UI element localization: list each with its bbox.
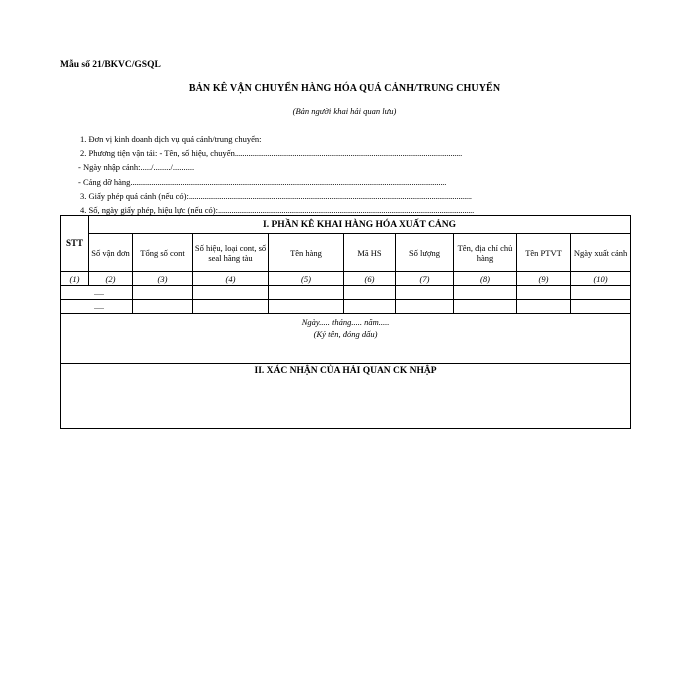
col-number: (5) bbox=[269, 272, 344, 286]
section1-title: I. PHẦN KÊ KHAI HÀNG HÓA XUẤT CẢNG bbox=[89, 216, 631, 234]
col-header-bill-of-lading: Số vận đơn bbox=[89, 234, 133, 272]
info-line-vehicle bbox=[80, 146, 629, 160]
empty-cell bbox=[133, 300, 193, 314]
stt-header: STT bbox=[61, 216, 89, 272]
column-header-row bbox=[61, 234, 631, 272]
row-placeholder: ..... bbox=[61, 300, 133, 314]
col-header-exit-date: Ngày xuất cảnh bbox=[571, 234, 631, 272]
column-number-row bbox=[61, 272, 631, 286]
col-number: (8) bbox=[454, 272, 517, 286]
col-number: (3) bbox=[133, 272, 193, 286]
col-number: (6) bbox=[344, 272, 396, 286]
info-label: 3. Giấy phép quá cảnh (nếu có): bbox=[80, 190, 189, 201]
empty-cell bbox=[571, 286, 631, 300]
empty-cell bbox=[193, 300, 269, 314]
form-code: Mẫu số 21/BKVC/GSQL bbox=[60, 60, 161, 70]
col-header-goods-name: Tên hàng bbox=[269, 234, 344, 272]
signature-line: (Ký tên, đóng dấu) bbox=[313, 329, 378, 339]
info-dots: ................................................................................................................................................... bbox=[188, 190, 472, 201]
col-number: (10) bbox=[571, 272, 631, 286]
col-header-total-containers: Tổng số cont bbox=[133, 234, 193, 272]
row-placeholder: ..... bbox=[61, 286, 133, 300]
col-number: (1) bbox=[61, 272, 89, 286]
info-line-unloading-port bbox=[78, 175, 629, 189]
document-title: BẢN KÊ VẬN CHUYỂN HÀNG HÓA QUÁ CẢNH/TRUNG CHUYỂN bbox=[188, 83, 501, 94]
col-number: (2) bbox=[89, 272, 133, 286]
section2-title: II. XÁC NHẬN CỦA HẢI QUAN CK NHẬP bbox=[61, 364, 631, 429]
document-subtitle: (Bản người khai hải quan lưu) bbox=[292, 106, 397, 116]
col-header-owner: Tên, địa chỉ chủ hàng bbox=[454, 234, 517, 272]
empty-cell bbox=[344, 286, 396, 300]
col-number: (9) bbox=[517, 272, 571, 286]
empty-cell bbox=[571, 300, 631, 314]
empty-cell bbox=[344, 300, 396, 314]
empty-cell bbox=[269, 300, 344, 314]
empty-cell bbox=[193, 286, 269, 300]
date-line: Ngày..... tháng..... năm..... bbox=[301, 317, 390, 327]
table-row bbox=[61, 300, 631, 314]
info-dots: ...................................................................................................................... bbox=[234, 148, 462, 159]
table-row bbox=[61, 286, 631, 300]
col-header-vehicle-name: Tên PTVT bbox=[517, 234, 571, 272]
empty-cell bbox=[133, 286, 193, 300]
col-header-hs-code: Mã HS bbox=[344, 234, 396, 272]
info-label: - Ngày nhập cảnh:...../......../.......... bbox=[78, 162, 195, 173]
transit-goods-table bbox=[60, 215, 631, 429]
col-number: (4) bbox=[193, 272, 269, 286]
info-label: 1. Đơn vị kinh doanh dịch vụ quá cảnh/trung chuyển: bbox=[80, 134, 262, 144]
empty-cell bbox=[517, 286, 571, 300]
col-number: (7) bbox=[396, 272, 454, 286]
empty-cell bbox=[517, 300, 571, 314]
empty-cell bbox=[454, 300, 517, 314]
signature-block bbox=[61, 314, 631, 364]
col-header-container-seal: Số hiệu, loại cont, số seal hãng tàu bbox=[193, 234, 269, 272]
info-line-business-unit bbox=[80, 132, 629, 146]
info-label: 4. Số, ngày giấy phép, hiệu lực (nếu có): bbox=[80, 204, 218, 215]
empty-cell bbox=[396, 300, 454, 314]
info-label: 2. Phương tiện vận tải: - Tên, số hiệu, chuyến bbox=[80, 148, 235, 159]
empty-cell bbox=[454, 286, 517, 300]
info-line-transit-permit bbox=[80, 189, 629, 203]
empty-cell bbox=[269, 286, 344, 300]
empty-cell bbox=[396, 286, 454, 300]
col-header-quantity: Số lượng bbox=[396, 234, 454, 272]
info-label: - Cảng dỡ hàng bbox=[78, 176, 131, 187]
info-dots: ..................................................................................................................................... bbox=[217, 204, 475, 215]
info-lines bbox=[80, 132, 629, 217]
info-dots: .................................................................................................................................................................... bbox=[130, 176, 447, 187]
info-line-entry-date bbox=[78, 160, 629, 174]
